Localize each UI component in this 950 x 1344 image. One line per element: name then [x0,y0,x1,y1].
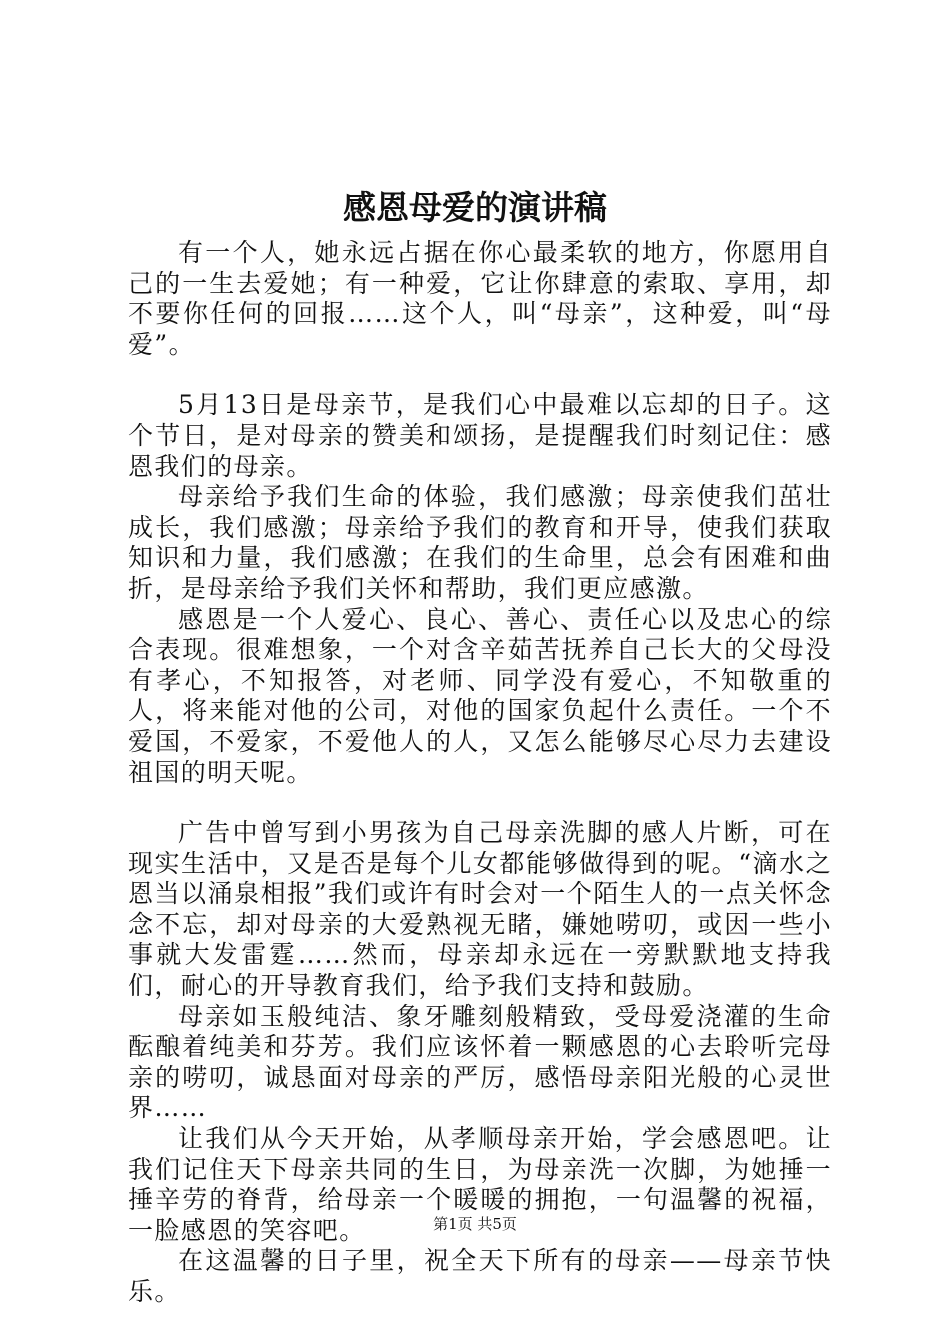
paragraph-4: 感恩是一个人爱心、良心、善心、责任心以及忠心的综合表现。很难想象，一个对含辛茹苦抚养自己长大的父母没有孝心，不知报答，对老师、同学没有爱心，不知敬重的人，将来能对他的公司，对他的国家负起什么责任。一个不爱国，不爱家，不爱他人的人，又怎么能够尽心尽力去建设祖国的明天呢。 [128,604,832,787]
page-footer: 第1页 共5页 [433,1215,517,1233]
document-title: 感恩母爱的演讲稿 [343,188,607,227]
paragraph-1: 有一个人，她永远占据在你心最柔软的地方，你愿用自己的一生去爱她；有一种爱，它让你肆意的索取、享用，却不要你任何的回报……这个人，叫“母亲”，这种爱，叫“母爱”。 [128,238,832,359]
paragraph-3: 母亲给予我们生命的体验，我们感激；母亲使我们茁壮成长，我们感激；母亲给予我们的教育和开导，使我们获取知识和力量，我们感激；在我们的生命里，总会有困难和曲折，是母亲给予我们关怀和帮助，我们更应感激。 [128,482,832,603]
paragraph-gap [128,360,832,390]
document-body [128,238,832,1308]
paragraph-2: 5月13日是母亲节，是我们心中最难以忘却的日子。这个节日，是对母亲的赞美和颂扬，是提醒我们时刻记住：感恩我们的母亲。 [128,390,832,481]
paragraph-6: 母亲如玉般纯洁、象牙雕刻般精致，受母爱浇灌的生命酝酿着纯美和芬芳。我们应该怀着一颗感恩的心去聆听完母亲的唠叨，诚恳面对母亲的严厉，感悟母亲阳光般的心灵世界…… [128,1001,832,1123]
paragraph-gap [128,788,832,818]
paragraph-5: 广告中曾写到小男孩为自己母亲洗脚的感人片断，可在现实生活中，又是否是每个儿女都能够做得到的呢。“滴水之恩当以涌泉相报”我们或许有时会对一个陌生人的一点关怀念念不忘，却对母亲的大爱熟视无睹，嫌她唠叨，或因一些小事就大发雷霆……然而，母亲却永远在一旁默默地支持我们，耐心的开导教育我们，给予我们支持和鼓励。 [128,818,832,1001]
paragraph-7: 让我们从今天开始，从孝顺母亲开始，学会感恩吧。让我们记住天下母亲共同的生日，为母亲洗一次脚，为她捶一捶辛劳的脊背，给母亲一个暖暖的拥抱，一句温馨的祝福，一脸感恩的笑容吧。 [128,1124,832,1245]
paragraph-8: 在这温馨的日子里，祝全天下所有的母亲——母亲节快乐。 [128,1246,832,1306]
